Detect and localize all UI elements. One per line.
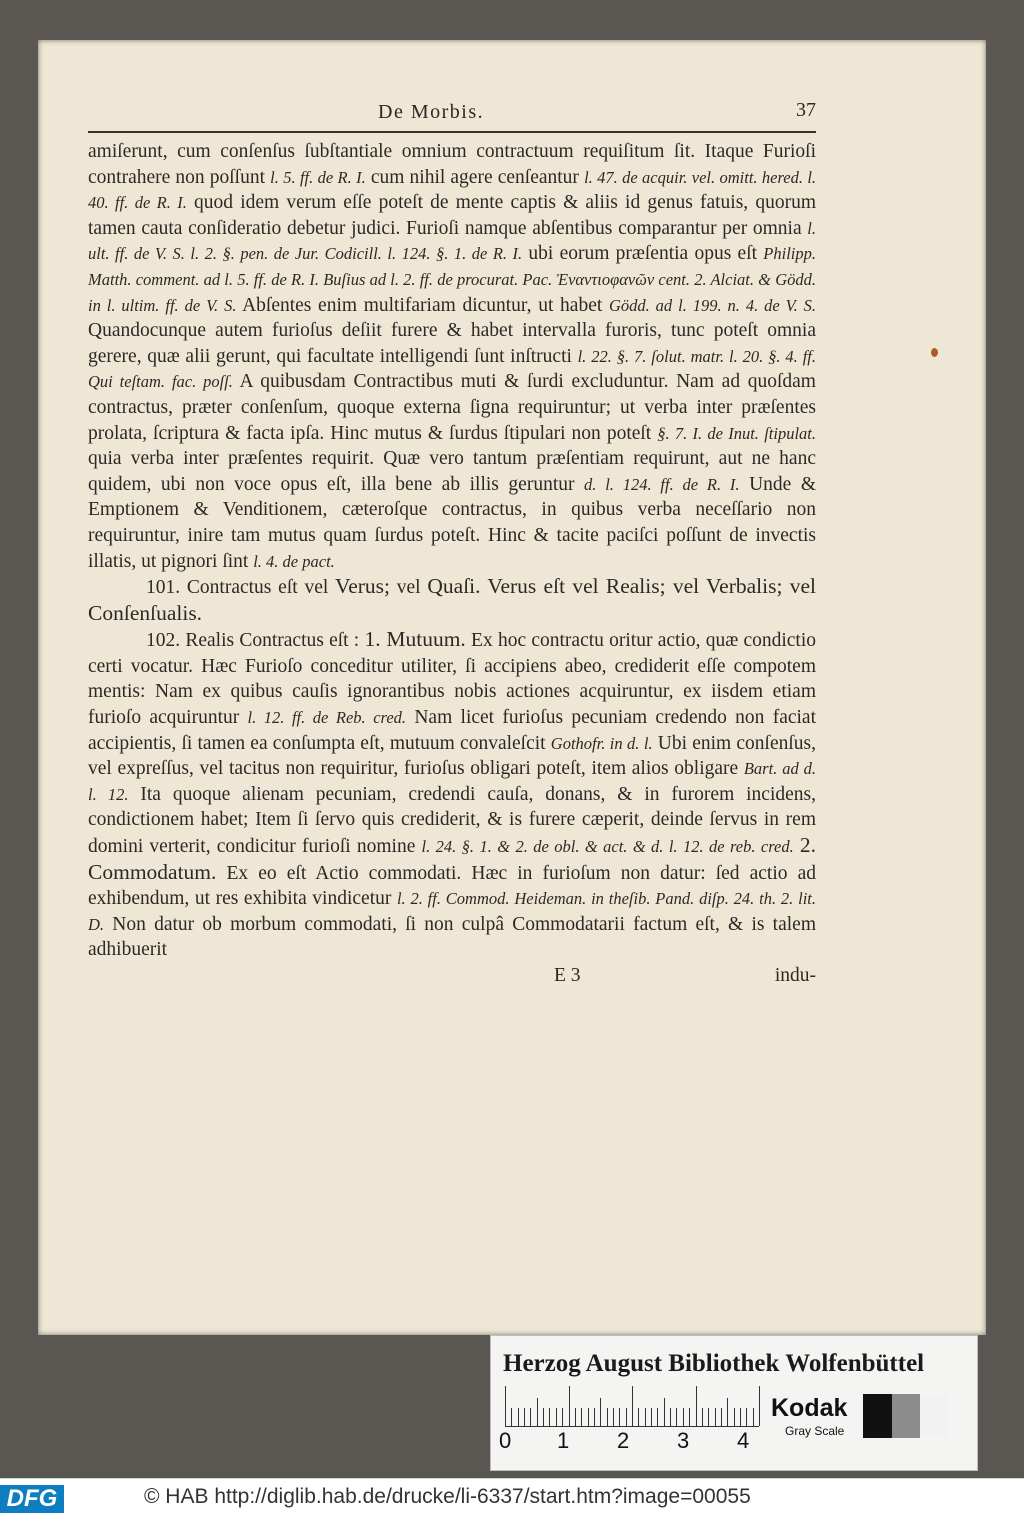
- text-run: Contractus eſt vel: [186, 577, 329, 599]
- ruler-tick: [549, 1408, 550, 1426]
- ruler-tick: [530, 1408, 531, 1426]
- citation: Gothofr. in d. l.: [550, 733, 653, 753]
- running-head: De Morbis.: [378, 101, 485, 123]
- citation: l. 47. de acquir. vel. omitt. hered. l. 40. ff. de R. I.: [88, 167, 817, 213]
- text-run: 102. Realis Contractus eſt :: [146, 630, 360, 652]
- text-run: Ita quoque alienam pecuniam, credendi cauſa, donans, & in furorem incidens, condictionem habet; Item ſi ſervo quis crediderit, & is furere cæperit, deinde ſervus in rem domini verterit, condicitur furioſi nomine: [88, 783, 816, 858]
- term: Verus eſt vel Realis; vel Verbalis; vel Conſenſualis.: [88, 574, 816, 625]
- ruler-tick: [664, 1398, 665, 1426]
- ruler-tick: [715, 1408, 716, 1426]
- paragraph-100: [88, 139, 816, 574]
- ruler-tick: [537, 1398, 538, 1426]
- term: 1. Mutuum.: [364, 627, 466, 652]
- citation: d. l. 124. ff. de R. I.: [584, 474, 740, 494]
- text-run: Unde & Emptionem & Venditionem, cæteroſque contractus, in quibus verba neceſſario non requiruntur, inire tam mutus quam ſurdus poteſt. Hinc & tacite paciſci poſſunt de invectis illatis, ut pignori ſint: [88, 473, 817, 572]
- gray-patch: [892, 1394, 921, 1438]
- page-number: 37: [796, 99, 816, 121]
- ruler-tick: [619, 1408, 620, 1426]
- copyright-credit[interactable]: © HAB http://diglib.hab.de/drucke/li-6337/start.htm?image=00055: [144, 1485, 751, 1508]
- ruler-tick: [588, 1408, 589, 1426]
- ruler-tick: [683, 1408, 684, 1426]
- ruler-numbers: [499, 1428, 769, 1458]
- ruler-tick: [638, 1408, 639, 1426]
- ruler-tick: [600, 1398, 601, 1426]
- library-card: [490, 1335, 978, 1471]
- citation: Philipp. Matth. comment. ad l. 5. ff. de R. I. Buſius ad l. 2. ff. de procurat. Pac. Ἐναντιοφανῶν cent. 2. Alciat. & Gödd. in l. ultim. ff. de V. S.: [88, 244, 816, 315]
- ruler-tick: [607, 1408, 608, 1426]
- text-run: Non datur ob morbum commodati, ſi non culpâ Commodatarii factum eſt, & is talem adhibuerit: [88, 913, 816, 961]
- text-run: Ex hoc contractu oritur actio, quæ condictio certi vocatur. Hæc Furioſo conceditur utiliter, ſi accipiens abeo, crediderit eſſe compotem mentis: Nam ex quibus cauſis ignorantibus nobis actiones acquiruntur, ex iisdem etiam furioſo acquiruntur: [88, 630, 817, 729]
- citation: l. 4. de pact.: [253, 551, 335, 571]
- page-footer: [88, 965, 816, 993]
- ruler-tick: [518, 1408, 519, 1426]
- body-text: [88, 139, 816, 963]
- ruler-tick: [575, 1408, 576, 1426]
- ruler-tick: [524, 1408, 525, 1426]
- ruler-tick: [651, 1408, 652, 1426]
- ruler-tick: [562, 1408, 563, 1426]
- term: Quaſi.: [427, 574, 481, 599]
- ruler-tick: [721, 1408, 722, 1426]
- ruler-tick: [689, 1408, 690, 1426]
- ruler-tick: [505, 1386, 506, 1426]
- library-title: Herzog August Bibliothek Wolfenbüttel: [503, 1350, 925, 1377]
- ruler-number: 2: [617, 1428, 630, 1453]
- ruler-tick: [759, 1386, 760, 1426]
- ruler-tick: [740, 1408, 741, 1426]
- ruler-tick: [670, 1408, 671, 1426]
- citation: Bart. ad d. l. 12.: [88, 759, 817, 804]
- ruler-tick: [676, 1408, 677, 1426]
- ruler-tick: [594, 1408, 595, 1426]
- paragraph-102: [88, 627, 816, 963]
- ruler-tick: [696, 1386, 697, 1426]
- gray-patch: [920, 1394, 949, 1438]
- ruler-tick: [708, 1408, 709, 1426]
- signature-mark: E 3: [554, 965, 581, 986]
- citation: Gödd. ad l. 199. n. 4. de V. S.: [608, 295, 817, 315]
- text-run: quia verba inter præſentes requirit. Quæ vero tantum præſentiam requirunt, aut ne hanc quidem, ubi non voce opus eſt, illa bene ab illis geruntur: [88, 448, 816, 495]
- ruler-tick: [556, 1408, 557, 1426]
- citation: §. 7. I. de Inut. ſtipulat.: [657, 423, 816, 443]
- term: Verus;: [335, 574, 390, 599]
- text-run: Abſentes enim multifariam dicuntur, ut habet: [242, 294, 603, 316]
- ruler-tick: [645, 1408, 646, 1426]
- text-run: cum nihil agere cenſeantur: [370, 166, 579, 188]
- viewer-bottom-bar: [0, 1478, 1024, 1519]
- ruler-tick: [746, 1408, 747, 1426]
- text-run: quod idem verum eſſe poteſt de mente captis & aliis id genus fatuis, quorum tamen cauta conſideratio debetur judici. Furioſi namque abſentibus comparantur per omnia: [88, 192, 816, 239]
- citation: l. ult. ff. de V. S. l. 2. §. pen. de Jur. Codicill. l. 124. §. 1. de R. I.: [88, 218, 817, 264]
- ruler-tick: [581, 1408, 582, 1426]
- citation: l. 24. §. 1. & 2. de obl. & act. & d. l. 12. de reb. cred.: [421, 837, 794, 857]
- text-run: Ubi enim conſenſus, vel expreſſus, vel tacitus non requiritur, furioſus obligari poteſt, item alios obligare: [88, 732, 816, 780]
- ruler-tick: [543, 1408, 544, 1426]
- book-page: [38, 40, 986, 1335]
- citation: l. 12. ff. de Reb. cred.: [247, 708, 407, 728]
- ruler-tick: [702, 1408, 703, 1426]
- citation: l. 5. ff. de R. I.: [270, 167, 366, 187]
- text-run: amiſerunt, cum conſenſus ſubſtantiale omnium contractuum requiſitum ſit. Itaque Furioſi contrahere non poſſunt: [88, 141, 816, 188]
- term: 2. Commodatum.: [88, 833, 817, 884]
- ruler-tick: [613, 1408, 614, 1426]
- citation: l. 2. ff. Commod. Heideman. in theſib. Pand. diſp. 24. th. 2. lit. D.: [88, 889, 816, 934]
- catchword: indu-: [774, 965, 816, 986]
- ruler-tick: [753, 1408, 754, 1426]
- paragraph-number: 101.: [146, 577, 181, 599]
- text-run: vel: [396, 577, 421, 599]
- ruler-number: 3: [677, 1428, 690, 1453]
- ruler-tick: [727, 1398, 728, 1426]
- ruler-number: 1: [557, 1428, 570, 1453]
- kodak-subtitle: Gray Scale: [785, 1424, 845, 1438]
- gray-patch: [863, 1394, 892, 1438]
- ruler-number: 0: [499, 1428, 512, 1453]
- citation: l. 22. §. 7. ſolut. matr. l. 20. §. 4. ff. Qui teſtam. fac. poſſ.: [88, 346, 817, 392]
- text-run: A quibusdam Contractibus muti & ſurdi excluduntur. Nam ad quoſdam contractus, præter conſenſum, quoque externa ſigna requiruntur; ut verba inter præſentes prolata, ſcriptura & facta ipſa. Hinc mutus & ſurdus ſtipulari non poteſt: [88, 371, 816, 444]
- ruler-tick: [626, 1408, 627, 1426]
- text-run: ubi eorum præſentia opus eſt: [528, 243, 758, 265]
- ruler: [505, 1384, 759, 1427]
- text-run: Nam licet furioſus pecuniam credendo non faciat accipientis, ſi tamen ea conſumpta eſt, mutuum convaleſcit: [88, 707, 817, 754]
- page-header: [88, 95, 816, 133]
- ruler-tick: [511, 1408, 512, 1426]
- text-run: Ex eo eſt Actio commodati. Hæc in furioſum non datur: ſed actio ad exhibendum, ut res exhibita vindicetur: [88, 862, 817, 910]
- paragraph-101: [88, 574, 816, 627]
- ruler-tick: [657, 1408, 658, 1426]
- dfg-logo[interactable]: DFG: [0, 1485, 64, 1513]
- ruler-tick: [569, 1386, 570, 1426]
- kodak-logo: Kodak: [771, 1394, 848, 1422]
- gray-scale-patches: [863, 1394, 949, 1438]
- ruler-tick: [734, 1408, 735, 1426]
- ink-spot: [931, 348, 938, 357]
- page-content: [88, 95, 816, 993]
- ruler-number: 4: [737, 1428, 750, 1453]
- text-run: Quandocunque autem furioſus deſiit furere & habet intervalla furoris, tunc poteſt omnia gerere, quæ alii gerunt, qui facultate intelligendi ſunt inſtructi: [88, 320, 816, 367]
- ruler-tick: [632, 1386, 633, 1426]
